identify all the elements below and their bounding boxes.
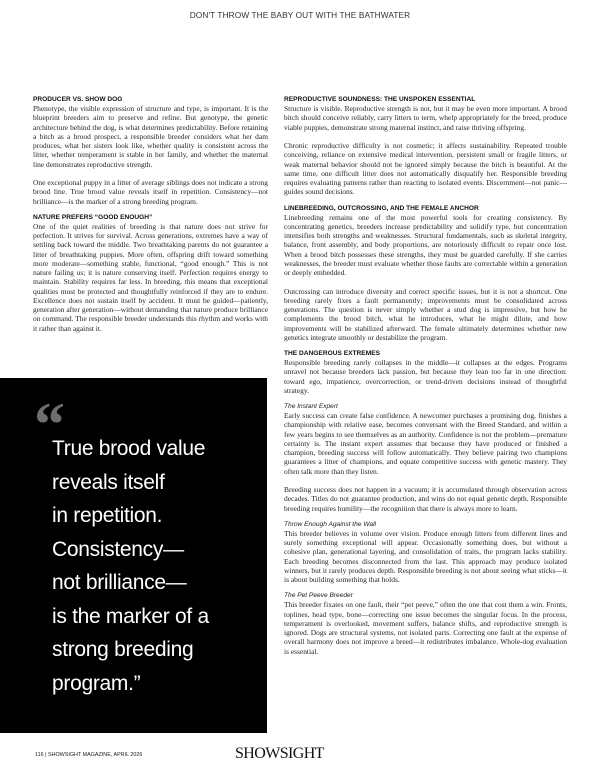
quote-line: reveals itself bbox=[52, 470, 165, 494]
paragraph: Early success can create false confidence. A newcomer purchases a promising dog, finishes a championship with relative ease, becomes conversant with the Breed Standard, and within a few years begins to see themselves as an authority. Confidence is not the problem—premature certainty is. The instant expert assumes that because they have produced or finished a champion, breeding success will follow automatically. They believe pairing two champions guarantees a litter of champions, and equate competitive success with genetic mastery. They often talk more than they listen. bbox=[284, 411, 567, 476]
section-heading: NATURE PREFERS “GOOD ENOUGH” bbox=[33, 213, 153, 221]
magazine-logo: SHOWSIGHT bbox=[235, 745, 324, 762]
paragraph: This breeder fixates on one fault, their “pet peeve,” often the one that cost them a win. Fronts, toplines, head type, bone—correcting one issue becomes the singular focus. In the process, temperament is overlooked, movement suffers, balance shifts, and reproductive strength is ignored. Dogs are structural systems, not isolated parts. Correcting one fault at the expense of overall harmony does not improve a breed—it redistributes imbalance. Whole-dog evaluation is essential. bbox=[284, 600, 567, 656]
quote-line: program.” bbox=[52, 671, 141, 695]
right-column bbox=[284, 95, 567, 656]
quote-line: is the marker of a bbox=[52, 604, 209, 628]
paragraph: Chronic reproductive difficulty is not cosmetic; it affects sustainability. Repeated trouble conceiving, reliance on extensive medical intervention, persistent small or fragile litters, or weak maternal behavior should not be ignored simply because the bitch is beautiful. At the same time, one difficult litter does not automatically disqualify her. Responsible breeding requires evaluating patterns rather than reacting to isolated events. Discernment—not panic—guides sound decisions. bbox=[284, 141, 567, 197]
paragraph: This breeder believes in volume over vision. Produce enough litters from different lines and surely something exceptional will appear. Occasionally something does, but without a cohesive plan, generational layering, and consolidation of traits, the program lacks stability. Each breeding becomes disconnected from the last. This approach may produce isolated winners, but it rarely produces depth. Responsible breeding is not about seeing what sticks—it is about building something that holds. bbox=[284, 528, 567, 585]
left-column bbox=[33, 95, 268, 333]
paragraph: One of the quiet realities of breeding is that nature does not strive for perfection. It strives for survival. Across generations, extremes have a way of settling back toward the middle. Two breathtaking parents do not guarantee a litter of breathtaking puppies. More often, offspring drift toward something more moderate—something stable, functional, “good enough.” This is not nature failing us; it is nature conserving itself. Perfection requires energy to maintain. Stability requires far less. In breeding, this means that exceptional qualities must be protected and thoughtfully reinforced if they are to endure. Excellence does not sustain itself by accident. It must be guided—patiently, generation after generation—without demanding that nature produce brilliance on command. The responsible breeder understands this rhythm and works with it rather than against it. bbox=[33, 221, 268, 333]
subheading: Throw Enough Against the Wall bbox=[284, 520, 376, 528]
pull-quote bbox=[0, 378, 267, 733]
quote-line: strong breeding bbox=[52, 638, 194, 661]
paragraph: Breeding success does not happen in a vacuum; it is accumulated through observation across decades. Titles do not guarantee production, and wins do not equal genetic depth. Responsible breeding requires humility—the recognition that there is always more to learn. bbox=[284, 485, 567, 513]
quote-line: in repetition. bbox=[52, 504, 163, 527]
paragraph: Linebreeding remains one of the most powerful tools for creating consistency. By concentrating genetics, breeders increase predictability and solidify type, but concentration intensifies both strengths and weaknesses. Structural fundamentals, such as skeletal integrity, balance, front assembly, and body proportions, are notoriously difficult to repair once lost. When a brood bitch possesses these strengths, they must be guarded carefully. If she carries weaknesses, the breeder must evaluate whether those faults are correctable within a generation or deeply embedded. bbox=[284, 212, 567, 278]
section-heading: THE DANGEROUS EXTREMES bbox=[284, 350, 380, 358]
subheading: The Pet Peeve Breeder bbox=[284, 592, 353, 600]
pull-quote-text bbox=[52, 432, 209, 700]
quote-line: not brilliance— bbox=[52, 571, 187, 594]
paragraph: Responsible breeding rarely collapses in the middle—it collapses at the edges. Programs unravel not because breeders lack passion, but because they lean too far in one direction: toward ego, impatience, overcorrection, or trend-driven decisions instead of thoughtful strategy. bbox=[284, 358, 567, 395]
quote-line: Consistency— bbox=[52, 537, 184, 561]
running-head: DON'T THROW THE BABY OUT WITH THE BATHWATER bbox=[189, 10, 411, 20]
paragraph: Phenotype, the visible expression of structure and type, is important. It is the blueprint breeders aim to preserve and refine. But genotype, the genetic architecture behind the dog, is what determines predictability. Before retaining a bitch as a brood prospect, a responsible breeder considers what her dam produces, what her sisters look like, whether quality is consistent across the litter, whether temperament is stable in her family, and whether the maternal line demonstrates reproductive strength. bbox=[33, 104, 268, 169]
section-heading: PRODUCER VS. SHOW DOG bbox=[33, 96, 123, 103]
page-folio: 116 | SHOWSIGHT MAGAZINE, APRIL 2026 bbox=[35, 752, 143, 758]
paragraph: Structure is visible. Reproductive strength is not, but it may be even more important. A brood bitch should conceive reliably, carry litters to term, whelp appropriately for the breed, produce viable puppies, demonstrate strong maternal instinct, and raise thriving offspring. bbox=[284, 104, 567, 132]
paragraph: Outcrossing can introduce diversity and correct specific issues, but it is not a shortcut. One breeding rarely fixes a fault permanently; improvements must be consolidated across generations. The question is never simply whether a stud dog is impressive, but how he complements the brood bitch, what he introduces, what he might dilute, and how improvements will be stabilized afterward. The female ultimately determines whether new genetics integrate smoothly or destabilize the program. bbox=[284, 286, 567, 342]
section-heading: REPRODUCTIVE SOUNDNESS: THE UNSPOKEN ESSENTIAL bbox=[284, 96, 476, 103]
section-heading: LINEBREEDING, OUTCROSSING, AND THE FEMALE ANCHOR bbox=[284, 204, 479, 212]
quote-mark-icon: “ bbox=[34, 391, 65, 459]
subheading: The Instant Expert bbox=[284, 403, 338, 411]
quote-line: True brood value bbox=[52, 437, 206, 460]
paragraph: One exceptional puppy in a litter of average siblings does not indicate a strong brood line. True brood value reveals itself in repetition. Consistency—not brilliance—is the marker of a strong breeding program. bbox=[33, 178, 268, 206]
